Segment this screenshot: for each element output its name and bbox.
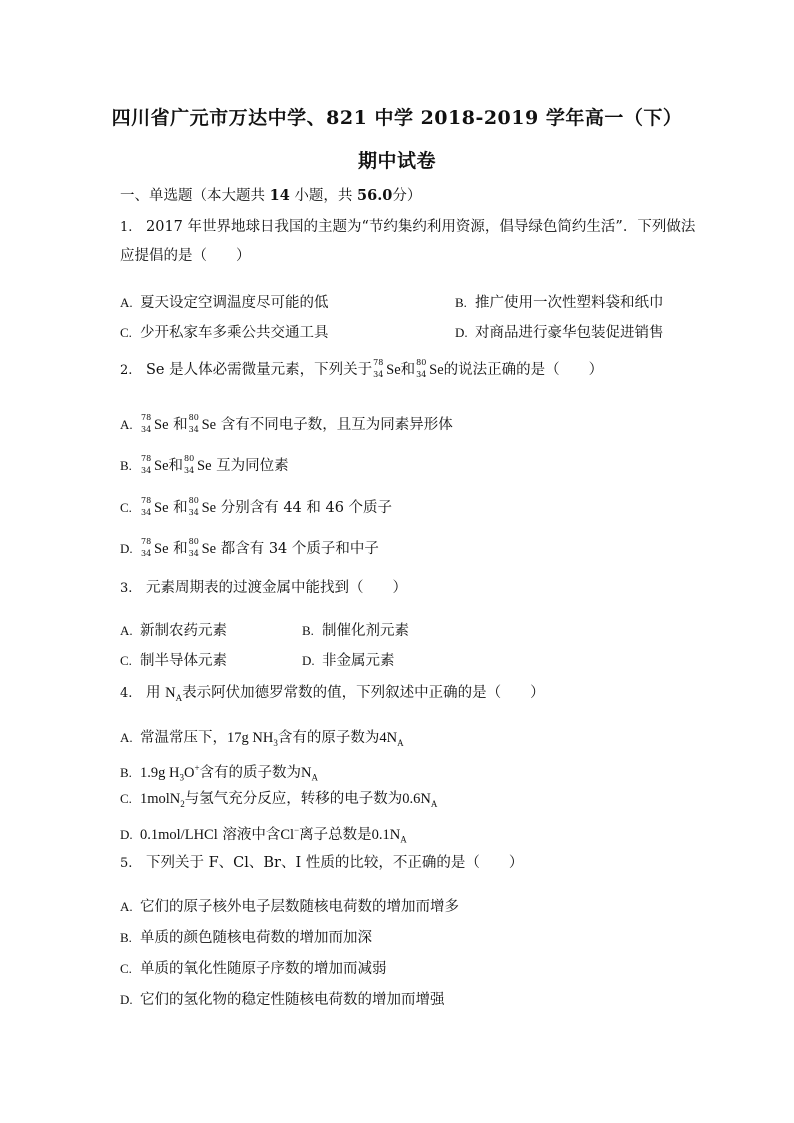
- formula: 4N: [379, 730, 398, 746]
- option-letter: D.: [455, 325, 468, 340]
- isotope-se80: [188, 415, 202, 435]
- option-text: 它们的原子核外电子层数随核电荷数的增加而增多: [140, 899, 459, 915]
- isotope-se78: [140, 539, 154, 559]
- element-symbol: Se: [201, 541, 217, 557]
- q4-option-d[interactable]: [120, 820, 407, 850]
- atomic-number: 34: [188, 508, 199, 517]
- option-text: 和: [173, 417, 188, 433]
- option-text: 与氢气充分反应，转移的电子数为: [184, 791, 403, 807]
- mass-number: 80: [184, 454, 195, 463]
- question-number: 5.: [120, 856, 133, 871]
- q2-option-a[interactable]: [120, 415, 453, 435]
- mass-number: 78: [141, 454, 152, 463]
- avogadro-symbol: N: [165, 685, 176, 701]
- question-number: 3.: [120, 581, 133, 596]
- formula: 0.1mol/L: [140, 826, 194, 843]
- option-text: 含有不同电子数，且互为同素异形体: [220, 417, 453, 433]
- charge-superscript: −: [294, 825, 300, 835]
- atomic-number: 34: [373, 370, 384, 379]
- option-letter: B.: [455, 295, 467, 310]
- isotope-se78: [140, 415, 154, 435]
- option-letter: D.: [120, 992, 133, 1007]
- option-letter: C.: [120, 325, 132, 340]
- option-text: 溶液中含: [222, 826, 281, 843]
- option-letter: C.: [120, 961, 132, 976]
- option-letter: D.: [120, 541, 133, 556]
- isotope-se78: [140, 456, 154, 476]
- option-text: 推广使用一次性塑料袋和纸巾: [475, 295, 664, 311]
- exam-title-line1: 四川省广元市万达中学、821 中学 2018-2019 学年高一（下）: [111, 107, 683, 129]
- atomic-number: 34: [141, 425, 152, 434]
- formula: 0.6N: [402, 791, 431, 807]
- formula: N: [301, 764, 312, 781]
- section-label-mid: 小题，共: [294, 188, 353, 204]
- option-letter: C.: [120, 500, 132, 515]
- section-label-suffix: 分）: [392, 188, 422, 204]
- element-symbol: Se: [201, 500, 217, 516]
- isotope-se78: [372, 360, 386, 380]
- formula: 0.1N: [371, 826, 401, 843]
- question-2: [120, 360, 603, 381]
- q5-option-d[interactable]: [120, 990, 445, 1010]
- option-letter: C.: [120, 653, 132, 668]
- formula-subscript: 2: [180, 798, 185, 809]
- option-text: 它们的氢化物的稳定性随核电荷数的增加而增强: [140, 992, 445, 1008]
- option-letter: A.: [120, 730, 133, 745]
- option-text: 单质的氧化性随原子序数的增加而减弱: [140, 961, 387, 977]
- formula: O: [183, 764, 195, 781]
- isotope-se80: [188, 498, 202, 518]
- formula-subscript: A: [430, 798, 438, 809]
- option-letter: B.: [120, 458, 132, 473]
- option-text: 和: [173, 541, 188, 557]
- mass-number: 78: [141, 413, 152, 422]
- section-label-prefix: 一、单选题（本大题共: [120, 188, 265, 204]
- q4-option-b[interactable]: [120, 758, 318, 788]
- mass-number: 78: [141, 496, 152, 505]
- question-text: 表示阿伏加德罗常数的值，下列叙述中正确的是（ ）: [182, 685, 545, 701]
- element-symbol: Se: [154, 500, 169, 516]
- question-1-line2: 应提倡的是（ ）: [120, 248, 251, 264]
- option-letter: B.: [302, 623, 314, 638]
- question-text: 元素周期表的过渡金属中能找到（ ）: [146, 580, 407, 596]
- q4-option-c[interactable]: [120, 789, 437, 814]
- mass-number: 80: [416, 358, 427, 367]
- option-letter: A.: [120, 417, 133, 432]
- option-text: 单质的颜色随核电荷数的增加而加深: [140, 930, 372, 946]
- formula-subscript: A: [311, 772, 319, 783]
- option-text: 常温常压下，: [140, 730, 227, 746]
- option-text: 夏天设定空调温度尽可能的低: [140, 295, 329, 311]
- exam-title-line2: 期中试卷: [357, 150, 436, 172]
- formula: 17g NH: [227, 730, 274, 746]
- section-count: 14: [269, 187, 290, 204]
- q1-option-d[interactable]: [455, 323, 664, 343]
- question-text: 和: [400, 362, 416, 378]
- q3-option-c[interactable]: [120, 651, 227, 671]
- atomic-number: 34: [188, 425, 199, 434]
- option-text: 和: [173, 500, 188, 516]
- option-letter: A.: [120, 899, 133, 914]
- element-symbol: Se: [429, 362, 444, 378]
- q1-option-c[interactable]: [120, 323, 329, 343]
- formula: HCl: [193, 826, 218, 843]
- option-text: 新制农药元素: [140, 623, 227, 639]
- question-text: 下列关于 F、Cl、Br、I 性质的比较，不正确的是（ ）: [146, 855, 524, 871]
- q3-option-b[interactable]: [302, 621, 409, 641]
- option-text: 离子总数是: [299, 826, 372, 843]
- element-symbol: Se: [154, 458, 169, 474]
- q5-option-b[interactable]: [120, 928, 372, 948]
- isotope-se80: [415, 360, 429, 380]
- question-text: Se 是人体必需微量元素，下列关于: [146, 362, 373, 378]
- question-5: [120, 853, 523, 874]
- formula: 1.9g H: [140, 764, 180, 781]
- option-letter: B.: [120, 764, 132, 780]
- element-symbol: Se: [197, 458, 212, 474]
- option-text: 和: [168, 458, 183, 474]
- question-1: [120, 217, 695, 238]
- q1-option-a[interactable]: [120, 293, 329, 313]
- option-letter: A.: [120, 623, 133, 638]
- option-text: 非金属元素: [322, 653, 395, 669]
- question-number: 2.: [120, 363, 133, 378]
- q5-option-c[interactable]: [120, 959, 387, 979]
- question-4: [120, 683, 545, 708]
- option-text: 制半导体元素: [140, 653, 227, 669]
- atomic-number: 34: [141, 508, 152, 517]
- q3-option-d[interactable]: [302, 651, 395, 671]
- avogadro-subscript: A: [175, 692, 183, 703]
- formula: Cl: [280, 826, 295, 843]
- option-text: 含有的质子数为: [199, 764, 302, 781]
- isotope-se78: [140, 498, 154, 518]
- atomic-number: 34: [184, 466, 195, 475]
- question-number: 1.: [120, 220, 133, 235]
- option-text: 对商品进行豪华包装促进销售: [475, 325, 664, 341]
- option-text: 分别含有 44 和 46 个质子: [220, 500, 393, 516]
- q5-option-a[interactable]: [120, 897, 459, 917]
- question-number: 4.: [120, 686, 133, 701]
- q2-option-d[interactable]: [120, 539, 379, 559]
- section-heading: [120, 186, 421, 206]
- mass-number: 80: [188, 413, 199, 422]
- option-letter: A.: [120, 295, 133, 310]
- element-symbol: Se: [154, 541, 169, 557]
- option-letter: C.: [120, 791, 132, 806]
- mass-number: 80: [188, 496, 199, 505]
- mass-number: 78: [141, 537, 152, 546]
- option-text: 制催化剂元素: [322, 623, 409, 639]
- question-3: [120, 578, 407, 599]
- formula-subscript: A: [397, 737, 404, 748]
- formula-subscript: 3: [179, 772, 184, 783]
- atomic-number: 34: [188, 549, 199, 558]
- question-text: 用: [146, 685, 161, 701]
- element-symbol: Se: [154, 417, 169, 433]
- atomic-number: 34: [141, 549, 152, 558]
- isotope-se80: [183, 456, 197, 476]
- mass-number: 80: [188, 537, 199, 546]
- q1-option-b[interactable]: [455, 293, 664, 313]
- mass-number: 78: [373, 358, 384, 367]
- question-text: 2017 年世界地球日我国的主题为“节约集约利用资源，倡导绿色简约生活”．下列做法: [146, 219, 696, 235]
- isotope-se80: [188, 539, 202, 559]
- option-letter: D.: [302, 653, 315, 668]
- element-symbol: Se: [201, 417, 217, 433]
- option-text: 含有的原子数为: [277, 730, 380, 746]
- q4-option-a[interactable]: [120, 728, 404, 753]
- q2-option-c[interactable]: [120, 498, 392, 518]
- formula-subscript: 3: [273, 737, 278, 748]
- q3-option-a[interactable]: [120, 621, 227, 641]
- option-letter: B.: [120, 930, 132, 945]
- option-letter: D.: [120, 826, 133, 842]
- question-text: 的说法正确的是（ ）: [443, 362, 604, 378]
- option-text: 少开私家车多乘公共交通工具: [140, 325, 329, 341]
- section-score: 56.0: [357, 187, 393, 204]
- option-text: 互为同位素: [216, 458, 289, 474]
- option-text: 都含有 34 个质子和中子: [220, 541, 379, 557]
- atomic-number: 34: [141, 466, 152, 475]
- charge-superscript: +: [194, 763, 200, 773]
- q2-option-b[interactable]: [120, 456, 289, 476]
- formula: 1molN: [140, 791, 181, 807]
- atomic-number: 34: [416, 370, 427, 379]
- element-symbol: Se: [386, 362, 401, 378]
- formula-subscript: A: [400, 834, 407, 845]
